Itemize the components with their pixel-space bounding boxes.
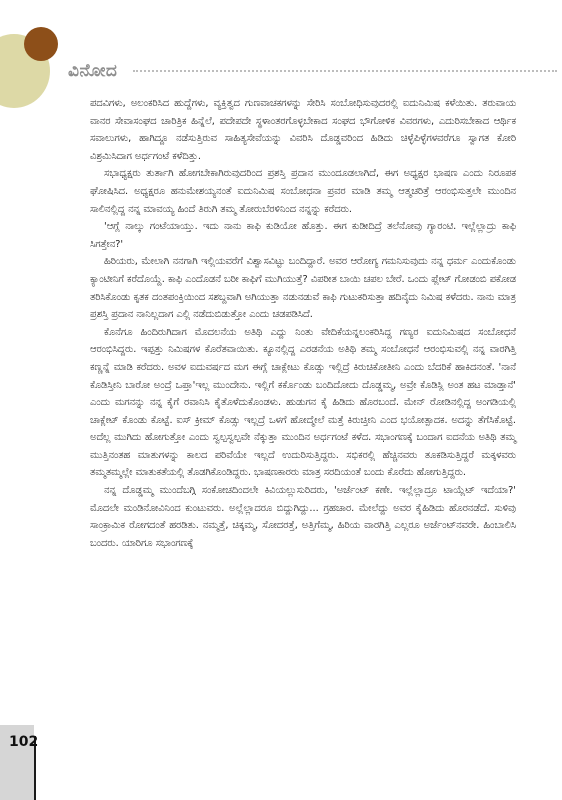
paragraph: ಸಭಾಧ್ಯಕ್ಷರು ತುರ್ತಾಗಿ ಹೋಗಬೇಕಾಗಿರುವುದರಿಂದ ಪ್ರಶಸ್ತಿ ಪ್ರದಾನ ಮುಂದೂಡಲಾಗಿದೆ, ಈಗ ಅಧ್ಯಕ್ಷರ ಭಾಷಣ ಎಂದು ನಿರೂಪಕ ಘೋಷಿಸಿದ. ಅಧ್ಯಕ್ಷರೂ ಹನುಮೇಶಯ್ಯನಂತೆ ಐದುನಿಮಿಷ ಸಂಬೋಧನಾ ಪ್ರವರ ಮಾಡಿ ತಮ್ಮ ಆತ್ಮಚರಿತ್ರೆ ಆರಂಭಿಸುತ್ತಲೇ ಮುಂದಿನ ಸಾಲಿನಲ್ಲಿದ್ದ ನನ್ನ ಮಾವಯ್ಯ ಹಿಂದೆ ತಿರುಗಿ ತಮ್ಮ ತೋರುಬೆರಳಿನಿಂದ ನನ್ನನ್ನು ಕರೆದರು. (90, 168, 516, 215)
paragraph: ಹಿರಿಯರು, ಮೇಲಾಗಿ ನನಗಾಗಿ ಇಲ್ಲಿಯವರೆಗೆ ವಿಶ್ವಾಸವಿಟ್ಟು ಬಂದಿದ್ದಾರೆ. ಅವರ ಆರೋಗ್ಯ ಗಮನಿಸುವುದು ನನ್ನ ಧರ್ಮ ಎಂದುಕೊಂಡು ಕ್ಯಾಂಟೀನಿಗೆ ಕರೆದೊಯ್ದೆ. ಕಾಫಿ ಎಂದೊಡನೆ ಬರೀ ಕಾಫಿಗೆ ಮುಗಿಯುತ್ತೆ? ವಿಪರೀತ ಬಾಯಿ ಚಪಲ ಬೇರೆ. ಒಂದು ಪ್ಲೇಟ್ ಗೋಡಂಬಿ ಪಕೋಡ ತರಿಸಿಕೊಂಡು ಕೃತಕ ದಂತಪಂಕ್ತಿಯಿಂದ ಸಶಬ್ದವಾಗಿ ಅಗಿಯುತ್ತಾ ನಡುನಡುವೆ ಕಾಫಿ ಗುಟುಕರಿಸುತ್ತಾ ಹದಿನೈದು ನಿಮಿಷ ಕಳೆದರು. ನಾನು ಮಾತ್ರ ಪ್ರಶಸ್ತಿ ಪ್ರದಾನ ನಾನಿಲ್ಲದಾಗ ಎಲ್ಲಿ ನಡೆದುಬಿಡುತ್ತೋ ಎಂದು ಚಡಪಡಿಸಿದೆ. (90, 256, 516, 321)
paragraph: ಪದವಿಗಳು, ಅಲಂಕರಿಸಿದ ಹುದ್ದೆಗಳು, ವ್ಯಕ್ತಿತ್ವದ ಗುಣವಾಚಕಗಳನ್ನು ಸೇರಿಸಿ ಸಂಬೋಧಿಸುವುದರಲ್ಲಿ ಐದುನಿಮಿಷ ಕಳೆಯಿತು. ತರುವಾಯ ವಾನರ ಸೇವಾಸಂಘದ ಚಾರಿತ್ರಿಕ ಹಿನ್ನೆಲೆ, ಪದೇಪದೇ ಸ್ಥಳಾಂತರಗೊಳ್ಳಬೇಕಾದ ಸಂಘದ ಭೌಗೋಳಿಕ ವಿವರಗಳು, ಎದುರಿಸಬೇಕಾದ ಆರ್ಥಿಕ ಸವಾಲುಗಳು, ಹಾಗಿದ್ದೂ ನಡೆಸುತ್ತಿರುವ ಸಾಹಿತ್ಯಸೇವೆಯನ್ನು ವಿವರಿಸಿ ದೊಡ್ಡವರಿಂದ ಹಿಡಿದು ಚಿಳ್ಳೆಪಿಳ್ಳೆಗಳವರೆಗೂ ಸ್ವಾಗತ ಕೋರಿ ವಿಶ್ರಮಿಸಿದಾಗ ಅರ್ಧಗಂಟೆ ಕಳೆದಿತ್ತು. (90, 98, 516, 162)
paragraph: 'ಆಗ್ಲೆ ನಾಲ್ಕು ಗಂಟೆಯಾಯ್ತು. ಇದು ನಾನು ಕಾಫಿ ಕುಡಿಯೋ ಹೊತ್ತು. ಈಗ ಕುಡೀದಿದ್ರೆ ತಲೆನೋವು ಗ್ಯಾರಂಟಿ. ಇಲ್ಲೆಲ್ಲಾದ್ರು ಕಾಫಿ ಸಿಗತ್ತೇನ?' (90, 221, 516, 250)
paragraph: ಕೊನೆಗೂ ಹಿಂದಿರುಗಿದಾಗ ಮೊದಲನೆಯ ಅತಿಥಿ ಎದ್ದು ನಿಂತು ವೇದಿಕೆಯನ್ನಲಂಕರಿಸಿದ್ದ ಗಣ್ಯರ ಐದುನಿಮಿಷದ ಸಂಬೋಧನೆ ಆರಂಭಿಸಿದ್ದರು. ಇಪ್ಪತ್ತು ನಿಮಿಷಗಳ ಕೊರೆತವಾಯಿತು. ಕ್ಯೂನಲ್ಲಿದ್ದ ಎರಡನೆಯ ಅತಿಥಿ ತಮ್ಮ ಸಂಬೋಧನೆ ಆರಂಭಿಸುವಲ್ಲಿ ನನ್ನ ವಾರಗಿತ್ತಿ ಕಣ್ಣನ್ನೆ ಮಾಡಿ ಕರೆದರು. ಅವಳ ಐದುವರ್ಷದ ಮಗ ಈಗ್ಲೆ ಚಾಕ್ಲೇಟು ಕೊಡ್ಸು ಇಲ್ಲಿದ್ರೆ ಕಿರುಚಿಕೋತೀನಿ ಎಂದು ಬೆದರಿಕೆ ಹಾಕಿದನಂತೆ. 'ನಾನೆ ಕೊಡಿಸ್ತೀನಿ ಬಾರೋ ಅಂದ್ರೆ ಒಪ್ತಾ'ಇಲ್ಲ ಮುಂದೇನು. ಇಲ್ಲಿಗೆ ಕರ್ಕೊಂಡು ಬಂದಿದೋದು ದೊಡ್ಡಮ್ಮ, ಅವ್ರೇ ಕೊಡಿಸ್ಲಿ ಅಂತ ಹಟ ಮಾಡ್ತಾನೆ' ಎಂದು ಮಗನನ್ನು ನನ್ನ ಕೈಗೆ ರವಾನಿಸಿ ಕೈತೊಳೆದುಕೊಂಡಳು. ಹುಡುಗನ ಕೈ ಹಿಡಿದು ಹೊರಬಂದೆ. ಮೇನ್ ರೋಡಿನಲ್ಲಿದ್ದ ಅಂಗಡಿಯಲ್ಲಿ ಚಾಕ್ಲೇಟ್ ಕೊಂಡು ಕೊಟ್ಟೆ. ಐಸ್ ಕ್ರೀಮ್ ಕೊಡ್ಸು ಇಲ್ಲದ್ರೆ ಒಳಗೆ ಹೋದ್ಮೇಲೆ ಮತ್ತೆ ಕಿರುಚ್ತೀನಿ ಎಂದ ಭಯೋತ್ಪಾದಕ. ಅದನ್ನು ತೆಗೆಸಿಕೊಟ್ಟೆ. ಅದೆಲ್ಲ ಮುಗಿದು ಹೋಗುತ್ತೋ ಎಂದು ಸ್ವಲ್ಪಸ್ವಲ್ಪವೇ ನೆಕ್ಕುತ್ತಾ ಮುಂದಿನ ಅರ್ಧಗಂಟೆ ಕಳೆದ. ಸಭಾಂಗಣಕ್ಕೆ ಬಂದಾಗ ಐದನೆಯ ಅತಿಥಿ ತಮ್ಮ ಮುತ್ತಿನಂತಹ ಮಾತುಗಳನ್ನು ಕಾಲದ ಪರಿವೆಯೇ ಇಲ್ಲದೆ ಉದುರಿಸುತ್ತಿದ್ದರು. ಸಭಿಕರಲ್ಲಿ ಹೆಚ್ಚಿನವರು ತೂಕಡಿಸುತ್ತಿದ್ದರೆ ಮಕ್ಕಳವರು ತಮ್ಮತಮ್ಮಲ್ಲೇ ಮಾತುಕತೆಯಲ್ಲಿ ತೊಡಗಿಕೊಂಡಿದ್ದರು. ಭಾಷಣಕಾರರು ಮಾತ್ರ ಸರದಿಯಂತೆ ಬಂದು ಕೊರೆದು ಹೋಗುತ್ತಿದ್ದರು. (90, 326, 516, 479)
header-dotted-rule (133, 70, 557, 72)
article-body (90, 95, 516, 552)
page-number: 102 (9, 734, 39, 750)
paragraph: ನನ್ನ ದೊಡ್ಡಮ್ಮ ಮುಂದೆಬಗ್ಗಿ ಸಂಕೋಚದಿಂದಲೇ ಕಿವಿಯಲ್ಲುಸುರಿದರು, 'ಅರ್ಜೆಂಟ್ ಕಣೇ. ಇಲ್ಲೆಲ್ಲಾದ್ರೂ ಟಾಯ್ಲೆಟ್ ಇದೆಯಾ?' ಮೊದಲೇ ಮಂಡಿನೋವಿನಿಂದ ಕುಂಟುವರು. ಅಲ್ಲೆಲ್ಲಾದರೂ ಬಿದ್ದುಗಿದ್ದು... ಗ್ರಹಚಾರ. ಮೇಲೆದ್ದು ಅವರ ಕೈಹಿಡಿದು ಹೊರನಡೆದೆ. ಸುಳಿವು ಸಾಂಕ್ರಾಮಿಕ ರೋಗದಂತೆ ಹರಡಿತು. ನಮ್ಮತ್ತೆ, ಚಿಕ್ಕಮ್ಮ, ಸೋದರತ್ತೆ, ಅತ್ತಿಗೆಮ್ಮ, ಹಿರಿಯ ವಾರಗಿತ್ತಿ ಎಲ್ಲರೂ ಅರ್ಜೆಂಟ್‌ನವರೇ. ಹಿಂಬಾಲಿಸಿ ಬಂದರು. ಯಾರಿಗೂ ಸಭಾಂಗಣಕ್ಕೆ (90, 485, 516, 549)
decorative-circle-small (24, 27, 58, 61)
section-title: ವಿನೋದ (68, 61, 118, 81)
